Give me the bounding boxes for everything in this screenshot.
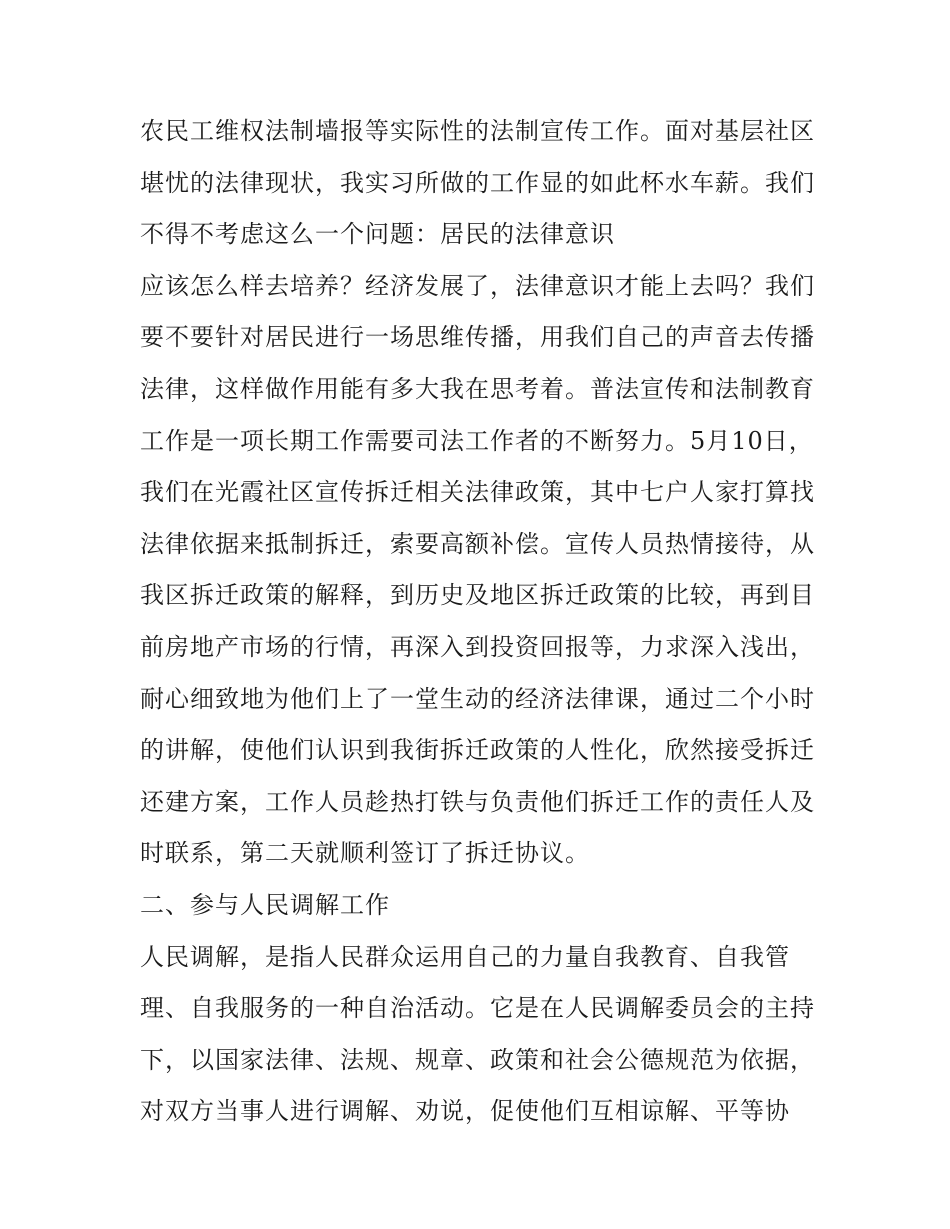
text-line: 我们在光霞社区宣传拆迁相关法律政策，其中七户人家打算找 [140,478,815,507]
text-line: 法律，这样做作用能有多大我在思考着。普法宣传和法制教育 [140,374,815,403]
text-line: 前房地产市场的行情，再深入到投资回报等，力求深入浅出， [140,632,815,661]
text-line: 的讲解，使他们认识到我街拆迁政策的人性化，欣然接受拆迁 [140,736,815,765]
text-line: 下，以国家法律、法规、规章、政策和社会公德规范为依据， [140,1045,815,1074]
text-line: 对双方当事人进行调解、劝说，促使他们互相谅解、平等协 [140,1097,790,1126]
text-line: 时联系，第二天就顺利签订了拆迁协议。 [140,839,590,868]
text-line: 还建方案，工作人员趁热打铁与负责他们拆迁工作的责任人及 [140,787,815,816]
text-line: 不得不考虑这么一个问题：居民的法律意识 [140,220,615,249]
section-heading: 二、参与人民调解工作 [140,890,390,919]
text-line: 要不要针对居民进行一场思维传播，用我们自己的声音去传播 [140,323,815,352]
text-line: 法律依据来抵制拆迁，索要高额补偿。宣传人员热情接待，从 [140,529,815,558]
text-line: 我区拆迁政策的解释，到历史及地区拆迁政策的比较，再到目 [140,581,815,610]
text-line: 工作是一项长期工作需要司法工作者的不断努力。5月10日， [140,426,814,455]
text-line: 耐心细致地为他们上了一堂生动的经济法律课，通过二个小时 [140,684,815,713]
text-line: 堪忧的法律现状，我实习所做的工作显的如此杯水车薪。我们 [140,168,815,197]
text-line: 应该怎么样去培养？经济发展了，法律意识才能上去吗？我们 [140,271,815,300]
document-body [140,106,830,1138]
text-line: 人民调解，是指人民群众运用自己的力量自我教育、自我管 [140,942,790,971]
text-line: 理、自我服务的一种自治活动。它是在人民调解委员会的主持 [140,994,815,1023]
text-line: 农民工维权法制墙报等实际性的法制宣传工作。面对基层社区 [140,117,815,145]
